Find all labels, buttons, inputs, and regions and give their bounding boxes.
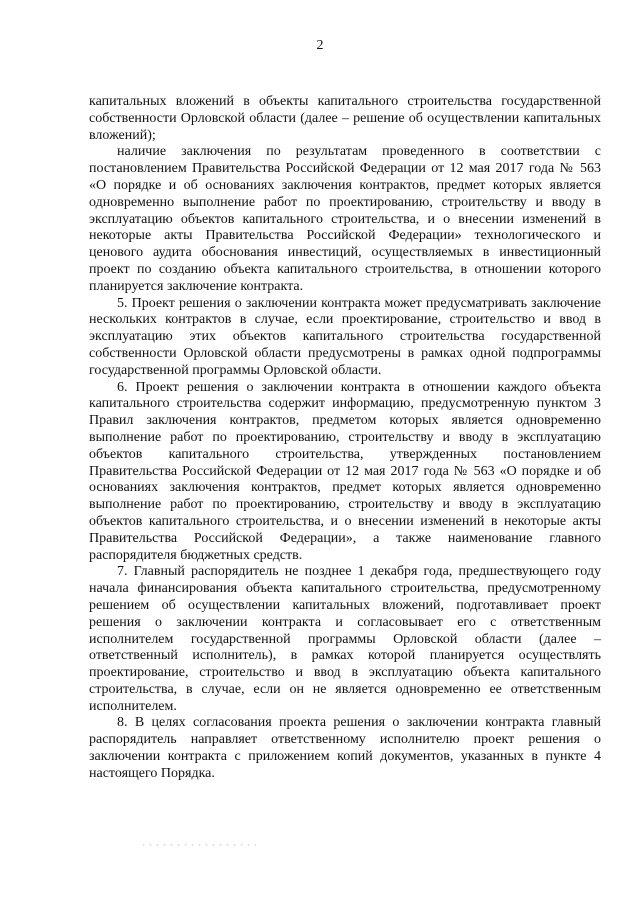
paragraph-continuation: капитальных вложений в объекты капитального строительства государственной собственности Орловской области (далее – решение об осуществлении капитальных вложений);	[89, 94, 601, 143]
document-body	[89, 94, 601, 783]
paragraph-item-6: 6. Проект решения о заключении контракта в отношении каждого объекта капитального строительства содержит информацию, предусмотренную пунктом 3 Правил заключения контрактов, предметом которых является одновременно выполнение работ по проектированию, строительству и вводу в эксплуатацию объектов капитального строительства, утвержденных постановлением Правительства Российской Федерации от 12 мая 2017 года № 563 «О порядке и об основаниях заключения контрактов, предмет которых является одновременно выполнение работ по проектированию, строительству и вводу в эксплуатацию объектов капитального строительства, и о внесении изменений в некоторые акты Правительства Российской Федерации», а также наименование главного распорядителя бюджетных средств.	[89, 379, 601, 563]
paragraph-audit-conclusion: наличие заключения по результатам проведенного в соответствии с постановлением Правительства Российской Федерации от 12 мая 2017 года № 563 «О порядке и об основаниях заключения контрактов, предмет которых является одновременно выполнение работ по проектированию, строительству и вводу в эксплуатацию объектов капитального строительства, и о внесении изменений в некоторые акты Правительства Российской Федерации» технологического и ценового аудита обоснования инвестиций, осуществляемых в инвестиционный проект по созданию объекта капитального строительства, в отношении которого планируется заключение контракта.	[89, 144, 601, 294]
paragraph-item-7: 7. Главный распорядитель не позднее 1 декабря года, предшествующего году начала финансирования объекта капитального строительства, предусмотренному решением об осуществлении капитальных вложений, подготавливает проект решения о заключении контракта и согласовывает его с ответственным исполнителем государственной программы Орловской области (далее – ответственный исполнитель), в рамках которой планируется осуществлять проектирование, строительство и ввод в эксплуатацию объекта капитального строительства, в случае, если он не является одновременно ее ответственным исполнителем.	[89, 564, 601, 714]
paragraph-item-8: 8. В целях согласования проекта решения о заключении контракта главный распорядитель направляет ответственному исполнителю проект решения о заключении контракта с приложением копий документов, указанных в пункте 4 настоящего Порядка.	[89, 715, 601, 781]
paragraph-item-5: 5. Проект решения о заключении контракта может предусматривать заключение нескольких контрактов в случае, если проектирование, строительство и ввод в эксплуатацию этих объектов капитального строительства государственной собственности Орловской области предусмотрены в рамках одной подпрограммы государственной программы Орловской области.	[89, 295, 601, 378]
scan-artifact	[140, 842, 260, 848]
page-number: 2	[316, 38, 324, 53]
